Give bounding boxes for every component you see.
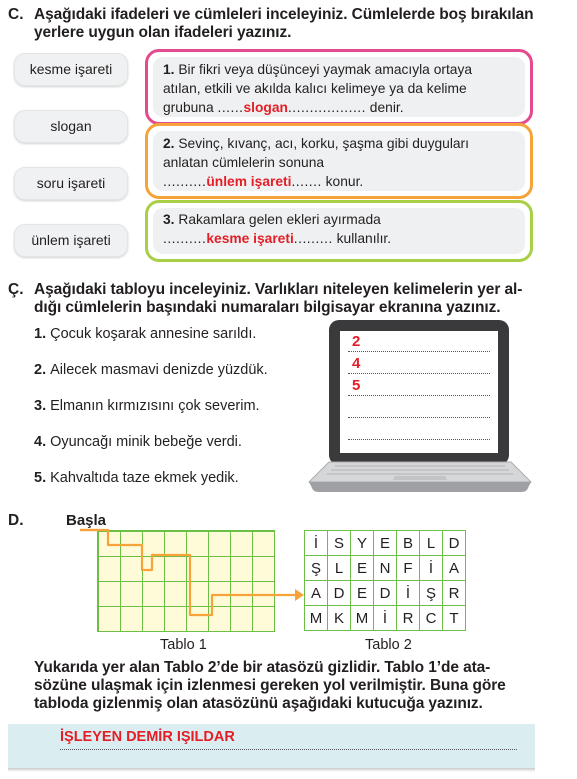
blank-dots: ...... [217,100,244,115]
screen-answer: 4 [352,355,361,372]
table-2-cell: D [328,581,351,606]
option-soru-isareti: soru işareti [14,167,128,200]
table-2-row [305,581,466,606]
table-2-cell: İ [420,556,443,581]
table-2-cell: E [351,581,374,606]
table-2-cell: R [443,581,466,606]
sentence-item: 2. Ailecek masmavi denizde yüzdük. [34,362,268,378]
table-2-cell: İ [374,606,397,631]
question-text-line: Sevinç, kıvanç, acı, korku, şaşma gibi duyguları [178,136,469,151]
laptop-icon [329,320,509,465]
blank-dots: ......... [293,231,333,246]
screen-answer: 2 [352,333,361,350]
table-2-cell: İ [305,531,328,556]
question-text-line: Bir fikri veya düşünceyi yaymak amacıyla ortaya [178,62,473,77]
option-slogan: slogan [14,110,128,143]
table-2-letters [304,530,466,631]
table-2-cell: S [328,531,351,556]
table-2-cell: M [351,606,374,631]
option-kesme-isareti: kesme işareti [14,53,128,86]
question-text-line: anlatan cümlelerin sonuna [163,155,325,170]
question-text-line: atılan, etkili ve akılda kalıcı kelimeye ya da kelime [163,81,467,96]
table-2-cell: Y [351,531,374,556]
section-c-letter: C. [8,6,24,23]
blank-dots: .......... [163,231,207,246]
table-2-row [305,531,466,556]
table-2-caption: Tablo 2 [365,637,412,653]
question-number: 2. [163,136,175,151]
section-d-letter: D. [8,512,24,529]
section-c-instruction-line1: Aşağıdaki ifadeleri ve cümleleri inceleyiniz. Cümlelerde boş bırakılan [34,6,534,23]
table-2-cell: B [397,531,420,556]
question-text: denir. [369,100,404,115]
section-d-paragraph-line3: tabloda gizlenmiş olan atasözünü aşağıdaki kutucuğa yazınız. [34,695,483,712]
table-2-cell: A [443,556,466,581]
table-2-cell: M [305,606,328,631]
sentence-item: 3. Elmanın kırmızısını çok severim. [34,398,260,414]
question-text: grubuna [163,100,214,115]
question-number: 1. [163,62,175,77]
section-cc-instruction-line1: Aşağıdaki tabloyu inceleyiniz. Varlıkları niteleyen kelimelerin yer al- [34,281,523,298]
blank-dots: .......... [163,174,207,189]
laptop-screen [340,331,498,453]
table-2-cell: D [374,581,397,606]
table-1-caption: Tablo 1 [160,637,207,653]
question-box-1 [145,49,533,125]
table-2-cell: Ş [305,556,328,581]
sentence-item: 4. Oyuncağı minik bebeğe verdi. [34,434,242,450]
sentence-item: 1. Çocuk koşarak annesine sarıldı. [34,326,257,342]
screen-answer: 5 [352,377,361,394]
laptop-keyboard-base [305,458,535,498]
table-2-cell: C [420,606,443,631]
table-2-cell: N [374,556,397,581]
table-2-cell: L [328,556,351,581]
section-d-paragraph-line2: sözüne ulaşmak için izlenmesi gereken yol verilmiştir. Buna göre [34,677,506,694]
section-c-instruction-line2: yerlere uygun olan ifadeleri yazınız. [34,24,292,41]
answer-text: ünlem işareti [206,174,292,189]
table-2-cell: F [397,556,420,581]
table-2-cell: R [397,606,420,631]
start-label: Başla [66,512,107,529]
blank-dots: .................. [287,100,366,115]
section-cc-instruction-line2: dığı cümlelerin başındaki numaraları bilgisayar ekranına yazınız. [34,299,501,316]
answer-box [8,724,535,768]
answer-text: kesme işareti [206,231,294,246]
table-2-cell: T [443,606,466,631]
table-2-cell: E [351,556,374,581]
table-2-cell: İ [397,581,420,606]
table-2-cell: K [328,606,351,631]
table-2-row [305,556,466,581]
table-2-row [305,606,466,631]
table-2-cell: Ş [420,581,443,606]
option-unlem-isareti: ünlem işareti [14,224,128,257]
table-2-cell: L [420,531,443,556]
question-box-3 [145,200,533,262]
proverb-answer: İŞLEYEN DEMİR IŞILDAR [60,729,235,745]
section-d-paragraph-line1: Yukarıda yer alan Tablo 2’de bir atasözü gizlidir. Tablo 1’de ata- [34,659,491,676]
question-box-2 [145,123,533,199]
table-2-cell: D [443,531,466,556]
blank-dots: ....... [291,174,322,189]
sentence-item: 5. Kahvaltıda taze ekmek yedik. [34,470,239,486]
question-text: kullanılır. [336,231,392,246]
maze-path [80,525,305,635]
table-2-cell: A [305,581,328,606]
question-text: konur. [325,174,364,189]
section-cc-letter: Ç. [8,281,24,298]
question-text-line: Rakamlara gelen ekleri ayırmada [178,212,381,227]
answer-text: slogan [243,100,288,115]
question-number: 3. [163,212,175,227]
table-2-cell: E [374,531,397,556]
